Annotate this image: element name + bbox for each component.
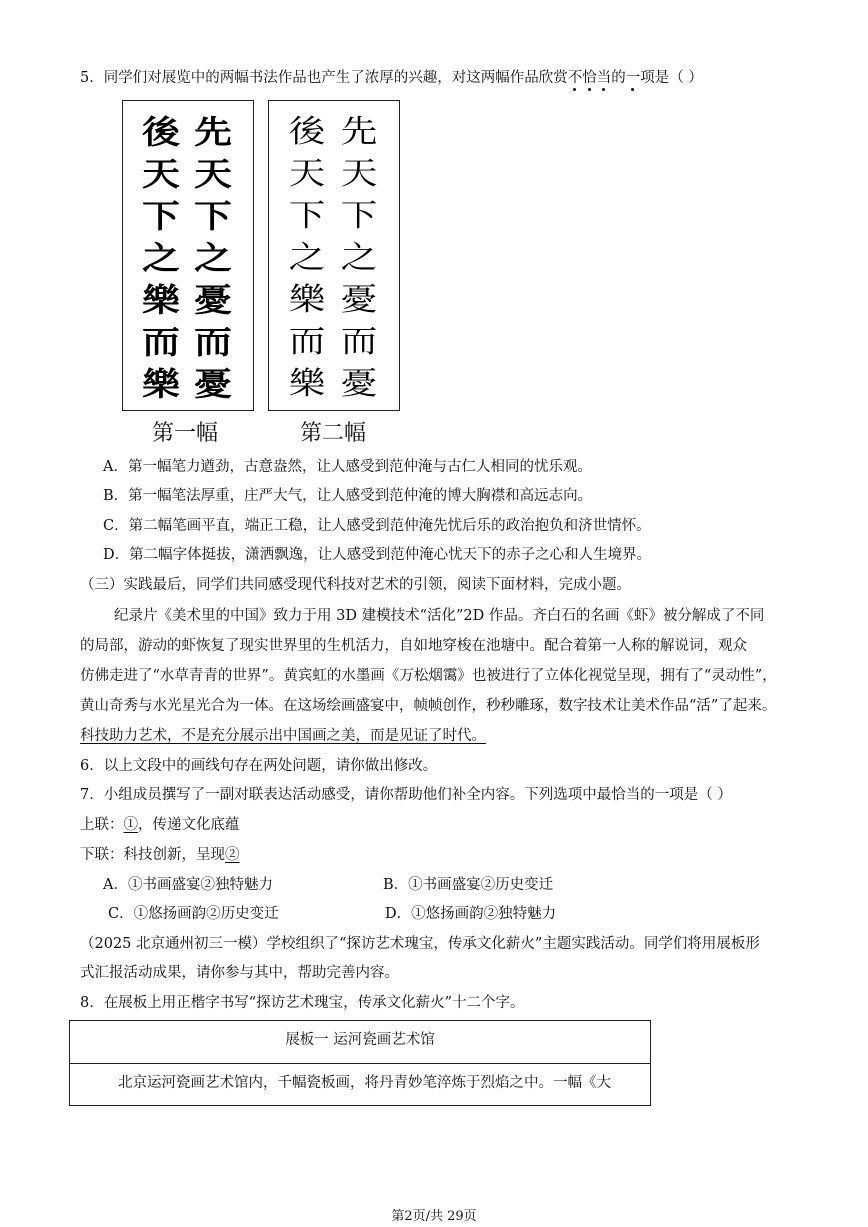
- work1-right-char: 先: [194, 113, 232, 151]
- work1-right-char: 憂: [194, 365, 232, 403]
- work2-right-char: 先: [340, 114, 378, 150]
- passage-line-4: 黄山奇秀与水光星光合为一体。在这场绘画盛宴中，帧帧创作，秒秒雕琢，数字技术让美术作品“活”了起来。: [80, 698, 777, 714]
- q7-option-d: D．①悠扬画韵②独特魅力: [385, 906, 557, 922]
- work2-right-char: 憂: [340, 282, 378, 318]
- work1-left-char: 天: [142, 155, 180, 193]
- panel-table: [69, 1020, 651, 1106]
- work1-right-char: 憂: [194, 281, 232, 319]
- q5-stem: 5．同学们对展览中的两幅书法作品也产生了浓厚的兴趣，对这两幅作品欣赏不恰当的一项是（ ）: [80, 70, 703, 86]
- activity-intro-line-1: （2025 北京通州初三一模）学校组织了“探访艺术瑰宝，传承文化薪火”主题实践活动。同学们将用展板形: [80, 936, 760, 952]
- calligraphy-work-2: [268, 100, 400, 411]
- work2-left-char: 天: [288, 156, 326, 192]
- section3-heading: （三）实践最后，同学们共同感受现代科技对艺术的引领，阅读下面材料，完成小题。: [80, 577, 631, 593]
- q7-stem: 7．小组成员撰写了一副对联表达活动感受，请你帮助他们补全内容。下列选项中最恰当的一项是（ ）: [80, 787, 732, 803]
- work2-right-char: 天: [340, 156, 378, 192]
- work2-left-char: 樂: [288, 282, 326, 318]
- q5-option-c: C．第二幅笔画平直，端正工稳，让人感受到范仲淹先忧后乐的政治抱负和济世情怀。: [103, 518, 651, 534]
- panel-title: 展板一 运河瓷画艺术馆: [70, 1021, 650, 1064]
- page-footer: 第2页/共 29页: [391, 1209, 477, 1224]
- work2-left-char: 而: [288, 324, 326, 360]
- q7-option-a: A．①书画盛宴②独特魅力: [103, 877, 273, 893]
- work2-right-char: 之: [340, 240, 378, 276]
- q7-option-c: C．①悠扬画韵②历史变迁: [108, 906, 279, 922]
- passage-line-2: 的局部，游动的虾恢复了现实世界里的生机活力，自如地穿梭在池塘中。配合着第一人称的解说词，观众: [80, 638, 747, 654]
- work1-left-char: 樂: [142, 365, 180, 403]
- q8-stem: 8．在展板上用正楷字书写“探访艺术瑰宝，传承文化薪火”十二个字。: [80, 995, 525, 1011]
- work1-left-char: 樂: [142, 281, 180, 319]
- work1-right-char: 天: [194, 155, 232, 193]
- q5-option-a: A．第一幅笔力遒劲，古意盎然，让人感受到范仲淹与古仁人相同的忧乐观。: [103, 459, 592, 475]
- q6-stem: 6．以上文段中的画线句存在两处问题，请你做出修改。: [80, 758, 438, 774]
- couplet-lower: 下联：科技创新，呈现②: [80, 847, 240, 863]
- work1-right-char: 之: [194, 239, 232, 277]
- work1-left-char: 之: [142, 239, 180, 277]
- work1-left-char: 後: [142, 113, 180, 151]
- passage-line-3: 仿佛走进了“水草青青的世界”。黄宾虹的水墨画《万松烟霭》也被进行了立体化视觉呈现，拥有了“灵动性”，: [80, 668, 777, 684]
- calligraphy-caption-2: 第二幅: [300, 421, 367, 446]
- couplet-upper: 上联：①，传递文化底蕴: [80, 817, 240, 833]
- calligraphy-caption-1: 第一幅: [152, 421, 219, 446]
- q5-option-d: D．第二幅字体挺拔，潇洒飘逸，让人感受到范仲淹心忧天下的赤子之心和人生境界。: [103, 547, 652, 563]
- work1-left-char: 而: [142, 323, 180, 361]
- work2-left-char: 之: [288, 240, 326, 276]
- work2-left-char: 後: [288, 114, 326, 150]
- work2-right-char: 下: [340, 198, 378, 234]
- work1-left-char: 下: [142, 197, 180, 235]
- work2-left-char: 下: [288, 198, 326, 234]
- calligraphy-work-1: [122, 100, 254, 411]
- underlined-sentence: 科技助力艺术，不是充分展示出中国画之美，而是见证了时代。: [80, 728, 486, 744]
- q5-option-b: B．第一幅笔法厚重，庄严大气，让人感受到范仲淹的博大胸襟和高远志向。: [103, 488, 593, 504]
- passage-line-1: 纪录片《美术里的中国》致力于用 3D 建模技术“活化”2D 作品。齐白石的名画《虾》被分解成了不同: [114, 608, 765, 624]
- q7-option-b: B．①书画盛宴②历史变迁: [383, 877, 554, 893]
- work1-right-char: 而: [194, 323, 232, 361]
- work2-right-char: 而: [340, 324, 378, 360]
- panel-body: 北京运河瓷画艺术馆内，千幅瓷板画，将丹青妙笔淬炼于烈焰之中。一幅《大: [118, 1075, 611, 1091]
- work1-right-char: 下: [194, 197, 232, 235]
- work2-left-char: 樂: [288, 366, 326, 402]
- activity-intro-line-2: 式汇报活动成果，请你参与其中，帮助完善内容。: [80, 965, 399, 981]
- work2-right-char: 憂: [340, 366, 378, 402]
